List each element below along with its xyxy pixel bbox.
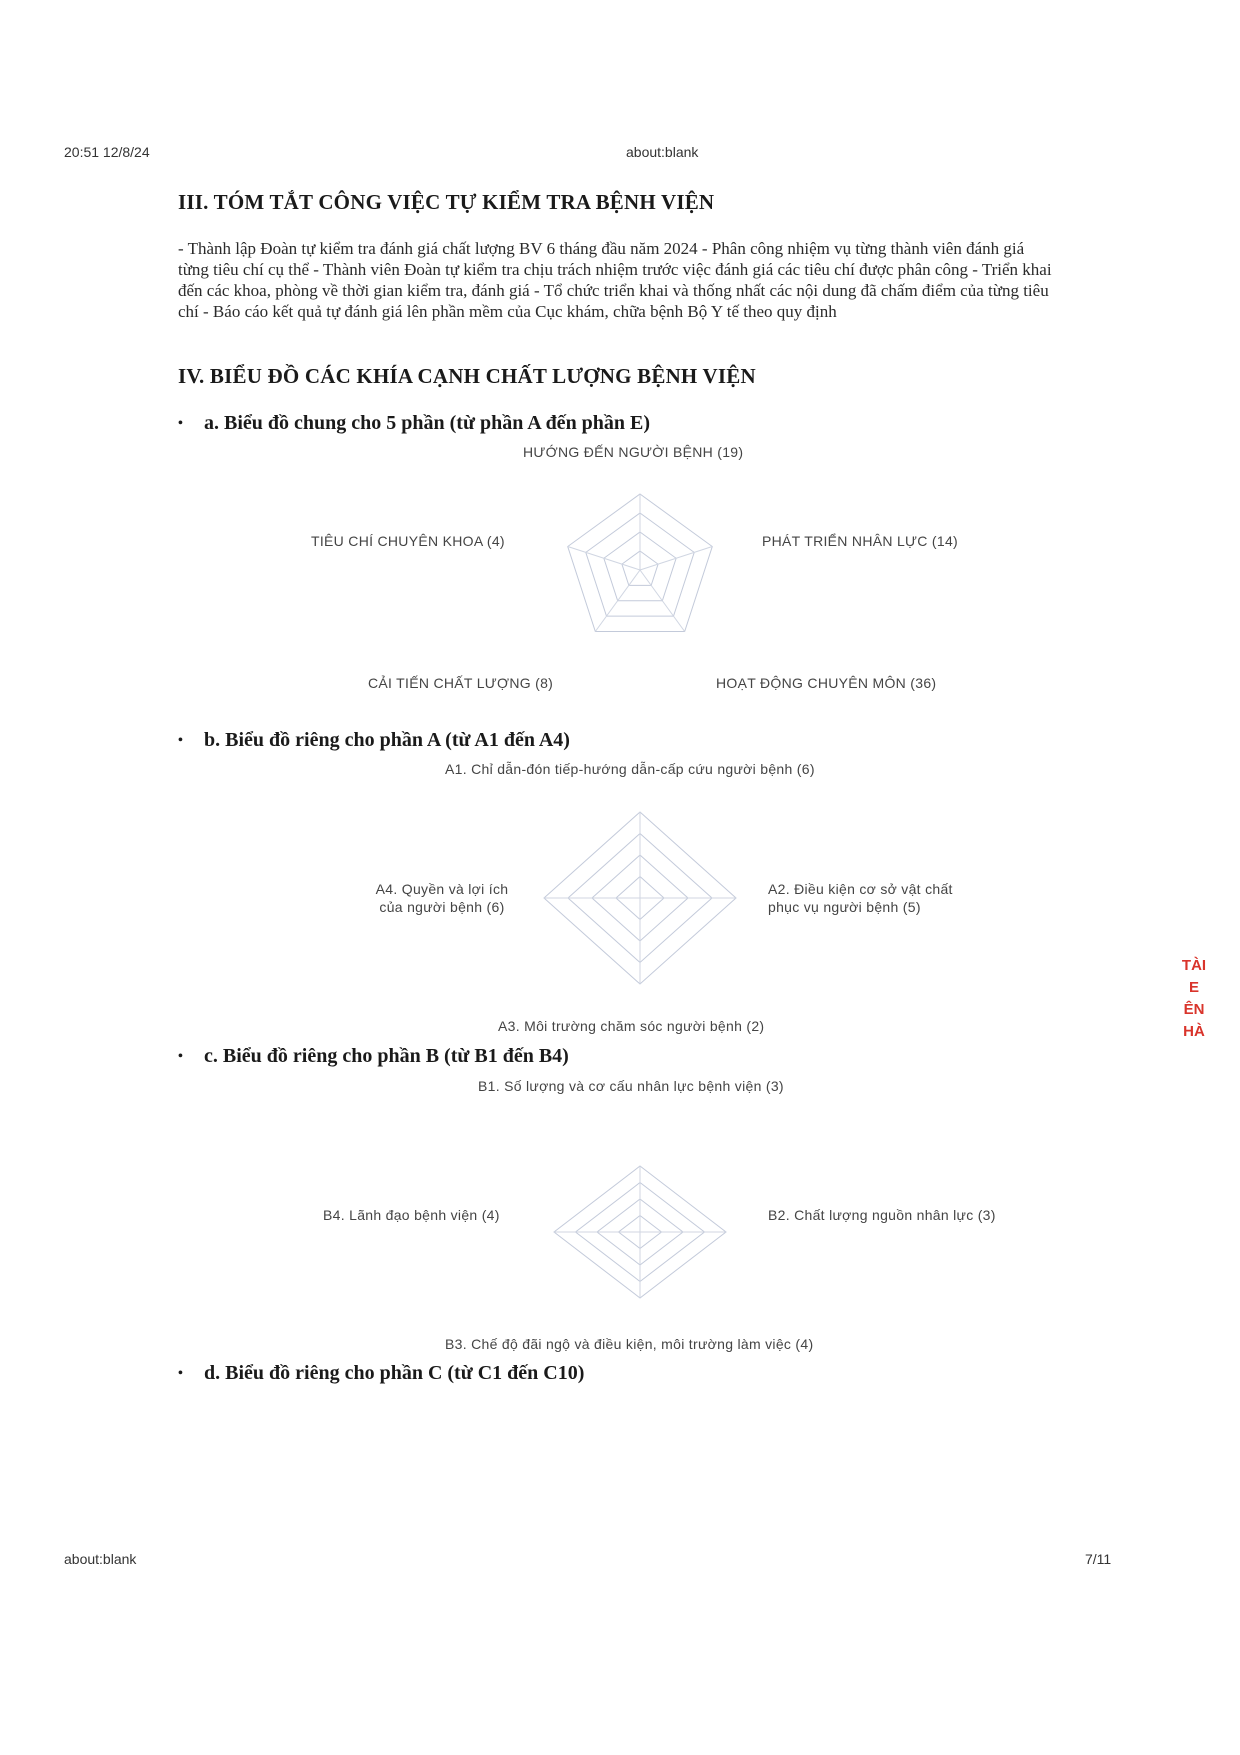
section-4-title: IV. BIỂU ĐỒ CÁC KHÍA CẠNH CHẤT LƯỢNG BỆNH VIỆN: [178, 364, 756, 388]
radar-axis-label: HƯỚNG ĐẾN NGƯỜI BỆNH (19): [523, 444, 744, 460]
stamp-line: ÊN: [1183, 1001, 1205, 1018]
radar-chart-part-a: [540, 808, 740, 988]
radar-axis-label: CẢI TIẾN CHẤT LƯỢNG (8): [368, 675, 554, 691]
bullet: •: [178, 416, 183, 432]
radar-axis-label: B3. Chế độ đãi ngộ và điều kiện, môi trường làm việc (4): [445, 1336, 814, 1352]
subheading-a: [178, 412, 650, 435]
radar-axis-label: B2. Chất lượng nguồn nhân lực (3): [768, 1207, 996, 1223]
radar-axis-label: B1. Số lượng và cơ cấu nhân lực bệnh viện (3): [478, 1078, 784, 1094]
radar-axis-label: PHÁT TRIỂN NHÂN LỰC (14): [762, 533, 959, 549]
bullet: •: [178, 733, 183, 749]
subheading-c-text: c. Biểu đồ riêng cho phần B (từ B1 đến B4): [204, 1045, 569, 1067]
radar-axis-spoke: [568, 547, 640, 570]
subheading-d-text: d. Biểu đồ riêng cho phần C (từ C1 đến C10): [204, 1362, 585, 1384]
radar-axis-label: TIÊU CHÍ CHUYÊN KHOA (4): [311, 533, 505, 549]
radar-axis-label: HOẠT ĐỘNG CHUYÊN MÔN (36): [716, 675, 937, 691]
radar-axis-label: A1. Chỉ dẫn-đón tiếp-hướng dẫn-cấp cứu người bệnh (6): [445, 761, 815, 777]
section-3-title: III. TÓM TẮT CÔNG VIỆC TỰ KIỂM TRA BỆNH VIỆN: [178, 190, 715, 214]
radar-axis-label: B4. Lãnh đạo bệnh viện (4): [323, 1207, 500, 1223]
subheading-d: [178, 1362, 584, 1385]
print-datetime: 20:51 12/8/24: [64, 144, 150, 160]
stamp-line: E: [1188, 979, 1199, 996]
subheading-c: [178, 1045, 569, 1068]
radar-chart-overall: [560, 490, 720, 650]
radar-axis-label: A2. Điều kiện cơ sở vật chất phục vụ người bệnh (5): [768, 881, 953, 915]
radar-axis-label: A3. Môi trường chăm sóc người bệnh (2): [498, 1018, 765, 1034]
subheading-b: [178, 729, 570, 752]
subheading-b-text: b. Biểu đồ riêng cho phần A (từ A1 đến A4): [204, 729, 570, 751]
print-url: about:blank: [626, 144, 699, 160]
bullet: •: [178, 1366, 183, 1382]
radar-axis-spoke: [640, 547, 712, 570]
stamp-line: TÀI: [1181, 957, 1207, 974]
stamp-line: HÀ: [1183, 1023, 1205, 1040]
radar-axis-label: A4. Quyền và lợi ích của người bệnh (6): [375, 881, 509, 915]
radar-chart-part-b: [550, 1162, 730, 1302]
bullet: •: [178, 1049, 183, 1065]
red-seal-stamp: [1174, 955, 1214, 1043]
page-number: 7/11: [1085, 1551, 1112, 1567]
section-3-body: - Thành lập Đoàn tự kiểm tra đánh giá chất lượng BV 6 tháng đầu năm 2024 - Phân công nhiệm vụ từng thành viên đánh giá từng tiêu chí cụ thể - Thành viên Đoàn tự kiểm tra chịu trách nhiệm trước việc đánh giá các tiêu chí được phân công - Triển khai đến các khoa, phòng về thời gian kiểm tra, đánh giá - Tổ chức triển khai và thống nhất các nội dung đã chấm điểm của từng tiêu chí - Báo cáo kết quả tự đánh giá lên phần mềm của Cục khám, chữa bệnh Bộ Y tế theo quy định: [178, 239, 1052, 321]
subheading-a-text: a. Biểu đồ chung cho 5 phần (từ phần A đến phần E): [204, 412, 651, 434]
footer-url: about:blank: [64, 1551, 137, 1567]
